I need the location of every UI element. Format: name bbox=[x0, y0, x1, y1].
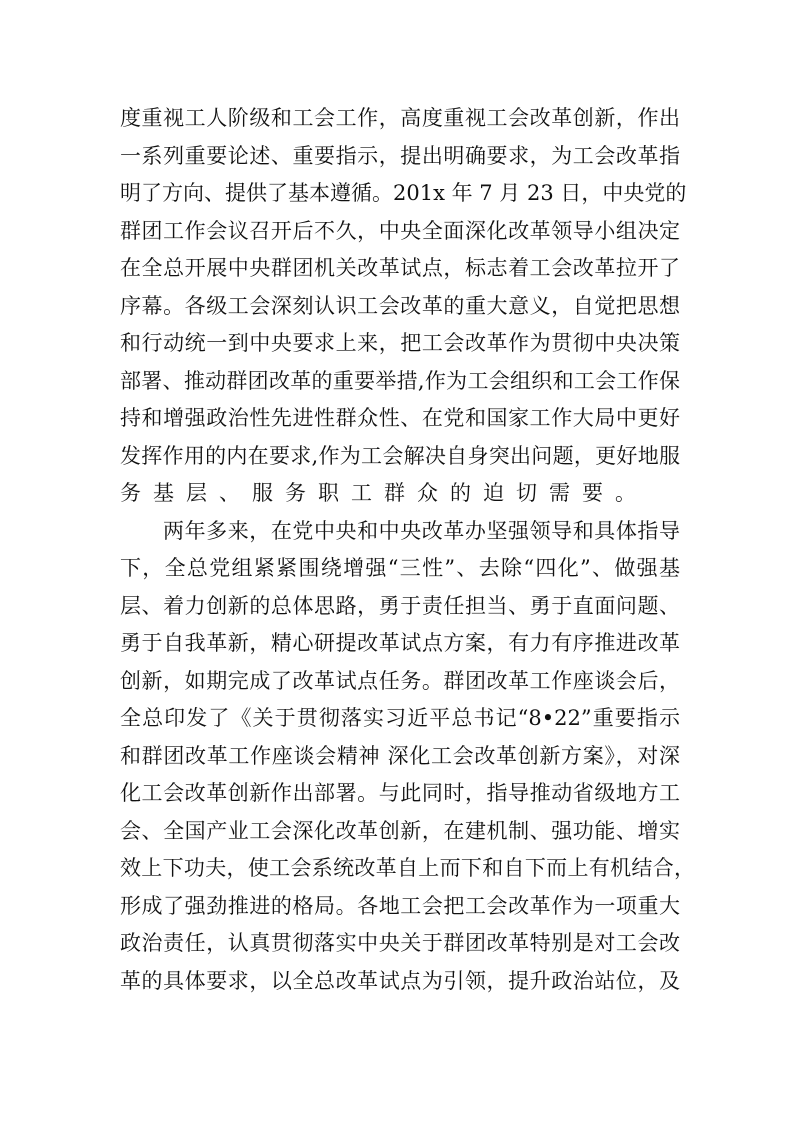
text-line: 务基层、服务职工群众的迫切需要。 bbox=[120, 481, 648, 505]
text-line: 政治责任，认真贯彻落实中央关于群团改革特别是对工会改 bbox=[120, 931, 680, 955]
text-line: 发挥作用的内在要求,作为工会解决自身突出问题，更好地服 bbox=[120, 443, 680, 468]
text-line: 层、着力创新的总体思路，勇于责任担当、勇于直面问题、 bbox=[120, 593, 680, 618]
text-line: 和群团改革工作座谈会精神 深化工会改革创新方案》，对深 bbox=[120, 743, 680, 768]
text-line: 效上下功夫，使工会系统改革自上而下和自下而上有机结合， bbox=[120, 856, 695, 880]
text-line: 创新，如期完成了改革试点任务。群团改革工作座谈会后， bbox=[120, 668, 680, 693]
text-line: 形成了强劲推进的格局。各地工会把工会改革作为一项重大 bbox=[120, 893, 680, 918]
text-line: 和行动统一到中央要求上来，把工会改革作为贯彻中央决策 bbox=[120, 331, 680, 355]
text-line: 会、全国产业工会深化改革创新，在建机制、强功能、增实 bbox=[120, 818, 680, 843]
text-line: 明了方向、提供了基本遵循。201x 年 7 月 23 日，中央党的 bbox=[120, 181, 687, 205]
text-line: 序幕。各级工会深刻认识工会改革的重大意义，自觉把思想 bbox=[120, 293, 680, 318]
text-line: 勇于自我革新，精心研提改革试点方案，有力有序推进改革 bbox=[120, 631, 680, 655]
text-line: 化工会改革创新作出部署。与此同时，指导推动省级地方工 bbox=[120, 781, 680, 805]
text-line: 部署、推动群团改革的重要举措,作为工会组织和工会工作保 bbox=[120, 368, 680, 393]
text-line: 持和增强政治性先进性群众性、在党和国家工作大局中更好 bbox=[120, 406, 680, 430]
text-line: 全总印发了《关于贯彻落实习近平总书记“8•22”重要指示 bbox=[120, 706, 680, 730]
text-line: 一系列重要论述、重要指示，提出明确要求，为工会改革指 bbox=[120, 143, 680, 168]
text-line: 革的具体要求，以全总改革试点为引领，提升政治站位，及 bbox=[120, 968, 680, 993]
text-line: 下，全总党组紧紧围绕增强“三性”、去除“四化”、做强基 bbox=[120, 556, 680, 580]
text-line: 度重视工人阶级和工会工作，高度重视工会改革创新，作出 bbox=[120, 106, 680, 130]
paragraph-start-line: 两年多来，在党中央和中央改革办坚强领导和具体指导 bbox=[163, 518, 680, 543]
text-line: 在全总开展中央群团机关改革试点，标志着工会改革拉开了 bbox=[120, 256, 680, 280]
text-line: 群团工作会议召开后不久，中央全面深化改革领导小组决定 bbox=[120, 218, 680, 243]
